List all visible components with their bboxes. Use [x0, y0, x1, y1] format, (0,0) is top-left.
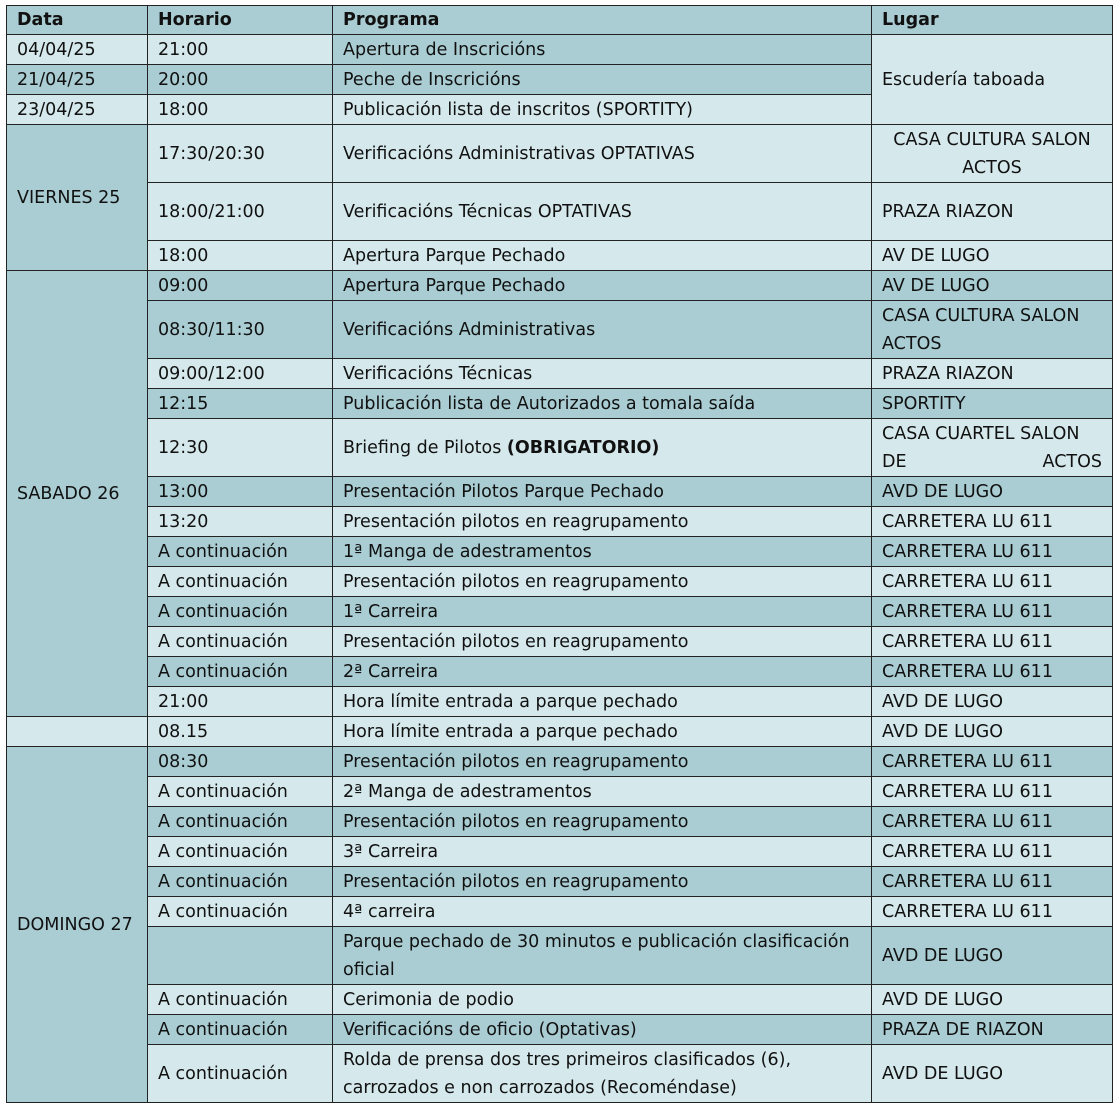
place-cell: AVD DE LUGO — [872, 477, 1113, 507]
program-cell: Presentación pilotos en reagrupamento — [333, 867, 872, 897]
program-cell: Apertura Parque Pechado — [333, 241, 872, 271]
table-row — [7, 837, 1113, 867]
table-row — [7, 747, 1113, 777]
date-cell: DOMINGO 27 — [7, 747, 148, 1103]
program-cell: Apertura de Inscricións — [333, 35, 872, 65]
schedule-table — [6, 5, 1113, 1103]
place-cell: AV DE LUGO — [872, 241, 1113, 271]
header-lugar: Lugar — [872, 6, 1113, 35]
date-cell: 23/04/25 — [7, 95, 148, 125]
table-row — [7, 717, 1113, 747]
place-cell: PRAZA RIAZON — [872, 359, 1113, 389]
time-cell: A continuación — [148, 567, 333, 597]
time-cell: 09:00/12:00 — [148, 359, 333, 389]
time-cell — [148, 927, 333, 985]
table-row — [7, 241, 1113, 271]
program-cell: Presentación Pilotos Parque Pechado — [333, 477, 872, 507]
program-cell: Presentación pilotos en reagrupamento — [333, 747, 872, 777]
place-cell: CARRETERA LU 611 — [872, 657, 1113, 687]
table-row — [7, 687, 1113, 717]
place-cell: CARRETERA LU 611 — [872, 747, 1113, 777]
place-cell: PRAZA DE RIAZON — [872, 1015, 1113, 1045]
header-horario: Horario — [148, 6, 333, 35]
place-cell: CARRETERA LU 611 — [872, 837, 1113, 867]
program-cell: Hora límite entrada a parque pechado — [333, 717, 872, 747]
table-row — [7, 537, 1113, 567]
date-cell: SABADO 26 — [7, 271, 148, 717]
time-cell: A continuación — [148, 807, 333, 837]
place-cell: AVD DE LUGO — [872, 985, 1113, 1015]
place-cell: CARRETERA LU 611 — [872, 537, 1113, 567]
program-cell: Presentación pilotos en reagrupamento — [333, 627, 872, 657]
time-cell: A continuación — [148, 537, 333, 567]
time-cell: 12:30 — [148, 419, 333, 477]
table-row — [7, 419, 1113, 477]
program-cell: 2ª Carreira — [333, 657, 872, 687]
time-cell: 17:30/20:30 — [148, 125, 333, 183]
program-cell: 4ª carreira — [333, 897, 872, 927]
place-cell: AVD DE LUGO — [872, 1045, 1113, 1103]
place-cell: CASA CUARTEL SALON DE ACTOS — [872, 419, 1113, 477]
time-cell: A continuación — [148, 627, 333, 657]
time-cell: 21:00 — [148, 35, 333, 65]
table-row — [7, 985, 1113, 1015]
time-cell: A continuación — [148, 897, 333, 927]
program-cell: Rolda de prensa dos tres primeiros clasificados (6), carrozados e non carrozados (Recoméndase) — [333, 1045, 872, 1103]
table-row — [7, 271, 1113, 301]
place-cell: CARRETERA LU 611 — [872, 867, 1113, 897]
program-cell — [333, 419, 872, 477]
time-cell: A continuación — [148, 657, 333, 687]
table-row — [7, 897, 1113, 927]
table-row — [7, 627, 1113, 657]
table-row — [7, 359, 1113, 389]
program-cell: Apertura Parque Pechado — [333, 271, 872, 301]
date-cell: 04/04/25 — [7, 35, 148, 65]
place-cell: AVD DE LUGO — [872, 717, 1113, 747]
program-cell: 2ª Manga de adestramentos — [333, 777, 872, 807]
place-cell: CARRETERA LU 611 — [872, 897, 1113, 927]
time-cell: 18:00 — [148, 241, 333, 271]
header-row — [7, 6, 1113, 35]
place-cell: AV DE LUGO — [872, 271, 1113, 301]
time-cell: A continuación — [148, 867, 333, 897]
program-cell: Parque pechado de 30 minutos e publicación clasificación oficial — [333, 927, 872, 985]
table-row — [7, 1045, 1113, 1103]
time-cell: A continuación — [148, 837, 333, 867]
time-cell: 08:30/11:30 — [148, 301, 333, 359]
place-cell: CARRETERA LU 611 — [872, 567, 1113, 597]
table-row — [7, 507, 1113, 537]
program-cell: Verificacións Administrativas OPTATIVAS — [333, 125, 872, 183]
place-cell: PRAZA RIAZON — [872, 183, 1113, 241]
place-cell: CARRETERA LU 611 — [872, 507, 1113, 537]
time-cell: 13:20 — [148, 507, 333, 537]
place-cell: CARRETERA LU 611 — [872, 627, 1113, 657]
table-row — [7, 35, 1113, 65]
time-cell: A continuación — [148, 1015, 333, 1045]
date-cell: 21/04/25 — [7, 65, 148, 95]
header-data: Data — [7, 6, 148, 35]
table-row — [7, 657, 1113, 687]
place-cell: AVD DE LUGO — [872, 927, 1113, 985]
time-cell: 21:00 — [148, 687, 333, 717]
program-cell: Verificacións Técnicas — [333, 359, 872, 389]
place-cell: AVD DE LUGO — [872, 687, 1113, 717]
time-cell: 08:30 — [148, 747, 333, 777]
date-cell — [7, 717, 148, 747]
time-cell: 18:00 — [148, 95, 333, 125]
program-cell: Publicación lista de Autorizados a tomala saída — [333, 389, 872, 419]
time-cell: 20:00 — [148, 65, 333, 95]
table-row — [7, 183, 1113, 241]
time-cell: A continuación — [148, 985, 333, 1015]
table-row — [7, 867, 1113, 897]
program-cell: Hora límite entrada a parque pechado — [333, 687, 872, 717]
mandatory-label: (OBRIGATORIO) — [506, 437, 660, 458]
program-cell: Verificacións Administrativas — [333, 301, 872, 359]
table-row — [7, 125, 1113, 183]
table-row — [7, 389, 1113, 419]
program-cell: Peche de Inscricións — [333, 65, 872, 95]
table-row — [7, 927, 1113, 985]
time-cell: 18:00/21:00 — [148, 183, 333, 241]
time-cell: A continuación — [148, 777, 333, 807]
program-cell: Cerimonia de podio — [333, 985, 872, 1015]
table-row — [7, 597, 1113, 627]
time-cell: 09:00 — [148, 271, 333, 301]
place-cell: Escudería taboada — [872, 35, 1113, 125]
place-cell: SPORTITY — [872, 389, 1113, 419]
time-cell: 08.15 — [148, 717, 333, 747]
time-cell: 13:00 — [148, 477, 333, 507]
program-cell: 1ª Carreira — [333, 597, 872, 627]
place-cell: CASA CULTURA SALON ACTOS — [872, 301, 1113, 359]
program-cell: 1ª Manga de adestramentos — [333, 537, 872, 567]
program-text: Briefing de Pilotos — [343, 437, 507, 458]
program-cell: Verificacións de oficio (Optativas) — [333, 1015, 872, 1045]
table-row — [7, 1015, 1113, 1045]
place-cell: CASA CULTURA SALON ACTOS — [872, 125, 1113, 183]
program-cell: Presentación pilotos en reagrupamento — [333, 567, 872, 597]
place-cell: CARRETERA LU 611 — [872, 807, 1113, 837]
time-cell: A continuación — [148, 597, 333, 627]
program-cell: Verificacións Técnicas OPTATIVAS — [333, 183, 872, 241]
table-row — [7, 301, 1113, 359]
header-programa: Programa — [333, 6, 872, 35]
table-row — [7, 567, 1113, 597]
program-cell: 3ª Carreira — [333, 837, 872, 867]
place-cell: CARRETERA LU 611 — [872, 777, 1113, 807]
date-cell: VIERNES 25 — [7, 125, 148, 271]
time-cell: 12:15 — [148, 389, 333, 419]
table-row — [7, 807, 1113, 837]
program-cell: Presentación pilotos en reagrupamento — [333, 507, 872, 537]
table-row — [7, 477, 1113, 507]
program-cell: Presentación pilotos en reagrupamento — [333, 807, 872, 837]
place-cell: CARRETERA LU 611 — [872, 597, 1113, 627]
program-cell: Publicación lista de inscritos (SPORTITY) — [333, 95, 872, 125]
time-cell: A continuación — [148, 1045, 333, 1103]
table-row — [7, 777, 1113, 807]
